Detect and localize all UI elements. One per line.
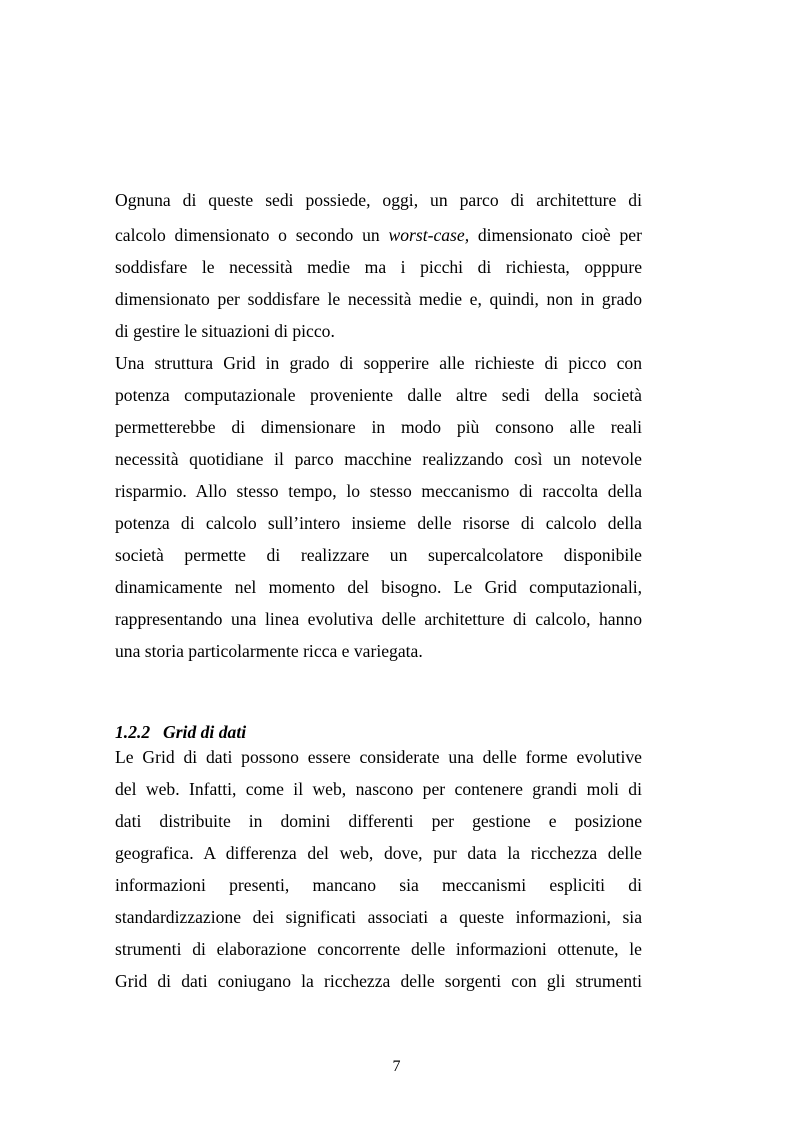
section-number: 1.2.2 [115,722,151,742]
paragraph-3-line-8: Grid di dati coniugano la ricchezza delle sorgenti con gli strumenti [115,971,642,991]
paragraph-1-line-2-start: calcolo dimensionato o secondo un [115,225,380,245]
paragraph-2-line-1: Una struttura Grid in grado di sopperire alle richieste di picco con [115,353,642,373]
paragraph-1-line-1: Ognuna di queste sedi possiede, oggi, un parco di architetture di [115,190,642,210]
paragraph-3-line-1: Le Grid di dati possono essere considerate una delle forme evolutive [115,747,642,767]
paragraph-2-line-9: rappresentando una linea evolutiva delle architetture di calcolo, hanno [115,609,642,629]
paragraph-1-line-5: di gestire le situazioni di picco. [115,321,335,341]
section-heading [115,722,246,742]
paragraph-3-line-2: del web. Infatti, come il web, nascono per contenere grandi moli di [115,779,642,799]
worst-case-term: worst-case, [388,225,470,245]
paragraph-1-line-3: soddisfare le necessità medie ma i picchi di richiesta, opppure [115,257,642,277]
paragraph-3-line-3: dati distribuite in domini differenti per gestione e posizione [115,811,642,831]
paragraph-2-line-4: necessità quotidiane il parco macchine realizzando così un notevole [115,449,642,469]
paragraph-2-line-2: potenza computazionale proveniente dalle altre sedi della società [115,385,642,405]
paragraph-2-line-7: società permette di realizzare un supercalcolatore disponibile [115,545,642,565]
page-number: 7 [392,1058,401,1075]
paragraph-2-line-5: risparmio. Allo stesso tempo, lo stesso meccanismo di raccolta della [115,481,642,501]
paragraph-3-line-7: strumenti di elaborazione concorrente delle informazioni ottenute, le [115,939,642,959]
paragraph-3-line-5: informazioni presenti, mancano sia meccanismi espliciti di [115,875,642,895]
section-title: Grid di dati [163,722,247,742]
paragraph-2-line-10: una storia particolarmente ricca e variegata. [115,641,423,661]
paragraph-1-line-2-end: dimensionato cioè per [477,225,642,245]
paragraph-1-line-4: dimensionato per soddisfare le necessità medie e, quindi, non in grado [115,289,642,309]
paragraph-2-line-8: dinamicamente nel momento del bisogno. Le Grid computazionali, [115,577,642,597]
paragraph-3-line-4: geografica. A differenza del web, dove, pur data la ricchezza delle [115,843,642,863]
paragraph-1-line-2 [115,225,642,245]
paragraph-3-line-6: standardizzazione dei significati associati a queste informazioni, sia [115,907,642,927]
paragraph-2-line-6: potenza di calcolo sull’intero insieme delle risorse di calcolo della [115,513,642,533]
paragraph-2-line-3: permetterebbe di dimensionare in modo più consono alle reali [115,417,642,437]
